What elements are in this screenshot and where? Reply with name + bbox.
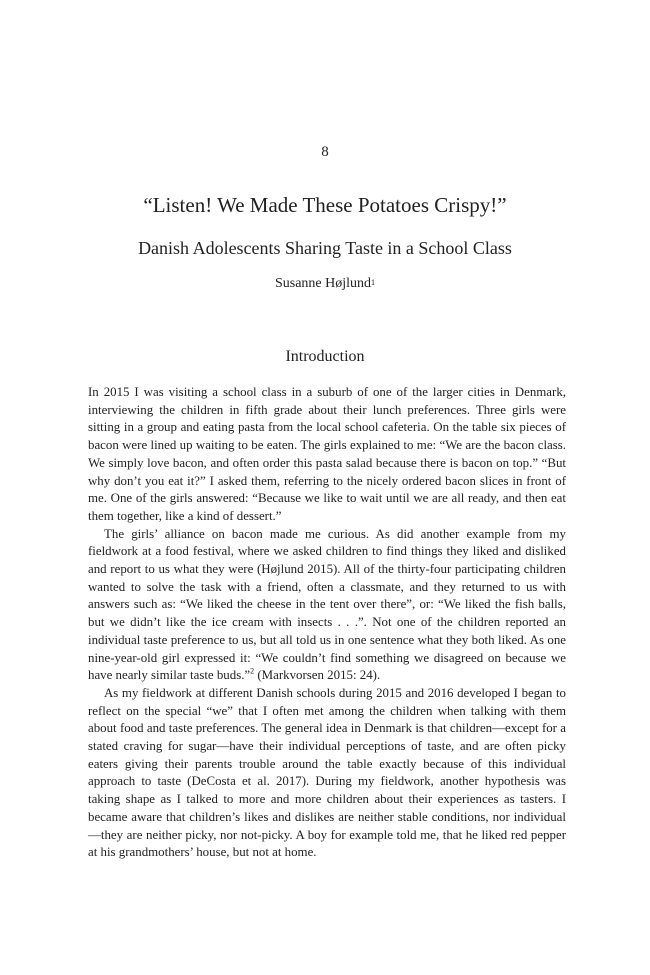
chapter-subtitle: Danish Adolescents Sharing Taste in a School Class — [138, 238, 512, 258]
paragraph-text: The girls’ alliance on bacon made me curious. As did another example from my fieldwork at a food festival, where we asked children to find things they liked and disliked and report to us what they were (Højlund 2015). All of the thirty-four participating children wanted to solve the task with a friend, often a classmate, and they returned to us with answers such as: “We liked the cheese in the tent over there”, or: “We liked the fish balls, but we didn’t like the ice cream with insects . . .”. Not one of the children reported an individual taste preference to us, but all told us in one sentence what they both liked. As one nine-year-old girl expressed it: “We couldn’t find something we disagreed on because we have nearly similar taste buds.” — [88, 526, 566, 683]
author-footnote-marker: 1 — [371, 278, 376, 287]
author-line — [0, 275, 650, 293]
section-heading: Introduction — [285, 348, 365, 365]
paragraph-text: (Markvorsen 2015: 24). — [254, 668, 381, 683]
chapter-title: “Listen! We Made These Potatoes Crispy!” — [143, 193, 507, 217]
body-text — [88, 384, 566, 862]
paragraph: As my fieldwork at different Danish schools during 2015 and 2016 developed I began to reflect on the special “we” that I often met among the children when talking with them about food and taste preferences. The general idea in Denmark is that children—except for a stated craving for sugar—have their individual perceptions of taste, and are often picky eaters giving their parents trouble around the table exactly because of this individual approach to taste (DeCosta et al. 2017). During my fieldwork, another hypothesis was taking shape as I talked to more and more children about their experiences as tasters. I became aware that children’s likes and dislikes are neither stable conditions, nor individual—they are neither picky, nor not-picky. A boy for example told me, that he liked red pepper at his grandmothers’ house, but not at home. — [88, 685, 566, 860]
chapter-number: 8 — [321, 144, 329, 160]
paragraph: In 2015 I was visiting a school class in a suburb of one of the larger cities in Denmark, interviewing the children in fifth grade about their lunch preferences. Three girls were sitting in a group and eating pasta from the local school cafeteria. On the table six pieces of bacon were lined up waiting to be eaten. The girls explained to me: “We are the bacon class. We simply love bacon, and often order this pasta salad because there is bacon on top.” “But why don’t you eat it?” I asked them, referring to the nicely ordered bacon slices in front of me. One of the girls answered: “Because we like to wait until we are all ready, and then eat them together, like a kind of dessert.” — [88, 385, 566, 523]
author-name: Susanne Højlund — [274, 276, 372, 291]
footnote-marker: 2 — [250, 666, 255, 676]
paragraph — [88, 526, 566, 685]
